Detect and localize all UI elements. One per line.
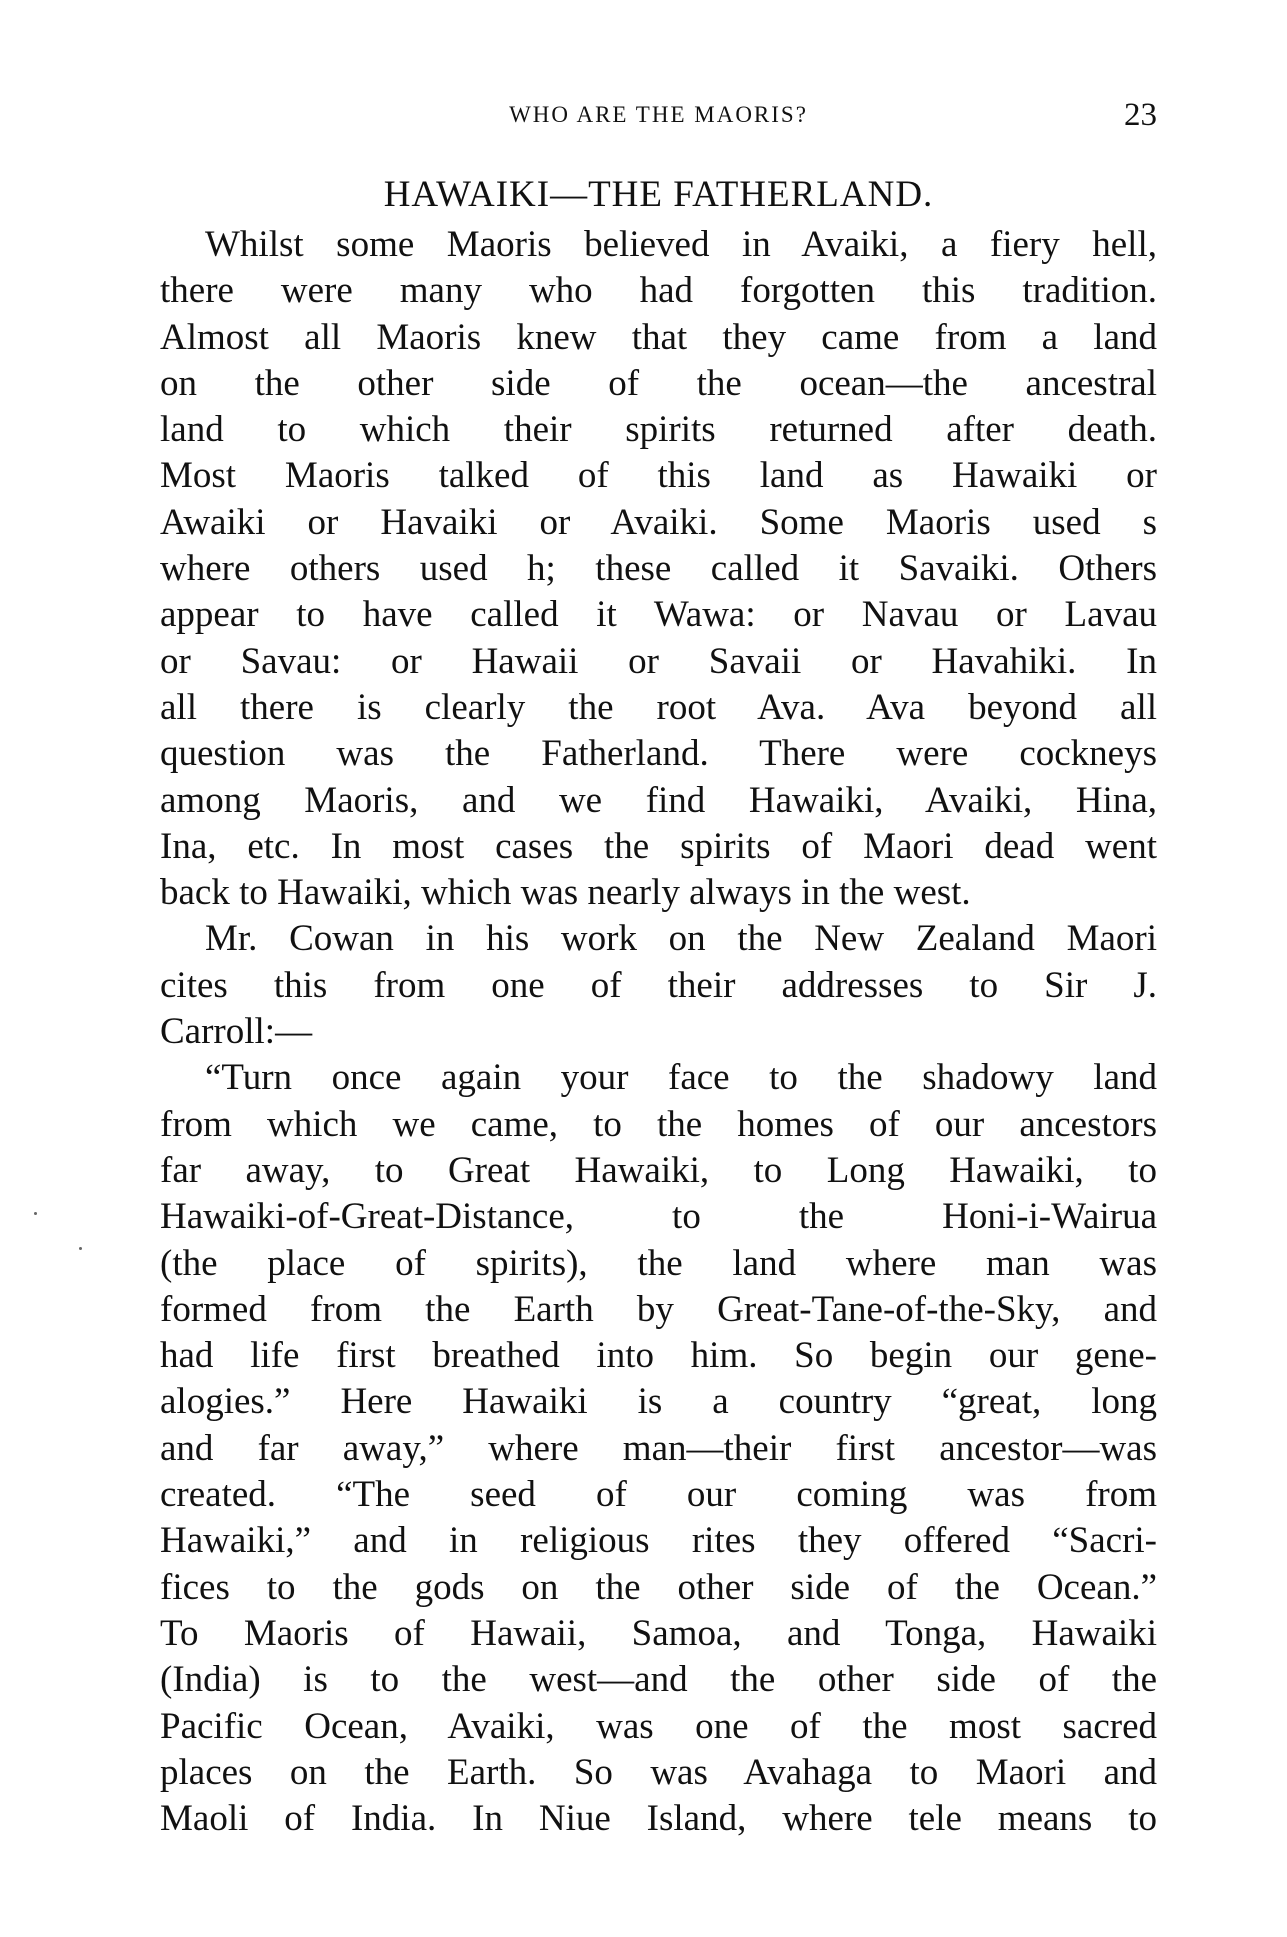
page-number: 23 xyxy=(1124,97,1157,133)
section-heading: HAWAIKI—THE FATHERLAND. xyxy=(383,174,934,215)
text-line: from which we came, to the homes of our ancestors xyxy=(160,1103,1157,1145)
text-line: land to which their spirits returned after death. xyxy=(160,409,1157,451)
text-line: Mr. Cowan in his work on the New Zealand Maori xyxy=(205,918,1157,960)
text-line: alogies.” Here Hawaiki is a country “great, long xyxy=(160,1381,1157,1423)
text-line: far away, to Great Hawaiki, to Long Hawaiki, to xyxy=(160,1149,1157,1191)
text-line: To Maoris of Hawaii, Samoa, and Tonga, Hawaiki xyxy=(160,1612,1157,1654)
text-line: where others used h; these called it Savaiki. Others xyxy=(160,548,1157,590)
text-line: (the place of spirits), the land where man was xyxy=(160,1242,1157,1284)
running-title: WHO ARE THE MAORIS? xyxy=(509,102,808,127)
running-head xyxy=(160,95,1157,135)
text-line: Almost all Maoris knew that they came from a land xyxy=(160,316,1157,358)
text-line: “Turn once again your face to the shadowy land xyxy=(205,1057,1157,1099)
text-line: Awaiki or Havaiki or Avaiki. Some Maoris used s xyxy=(160,501,1157,543)
text-line: and far away,” where man—their first ancestor—was xyxy=(160,1427,1157,1469)
text-line: Maoli of India. In Niue Island, where tele means to xyxy=(160,1798,1157,1840)
text-line: Whilst some Maoris believed in Avaiki, a fiery hell, xyxy=(205,224,1157,265)
text-line: there were many who had forgotten this tradition. xyxy=(160,270,1157,312)
text-line: cites this from one of their addresses to Sir J. xyxy=(160,964,1157,1006)
text-line: all there is clearly the root Ava. Ava beyond all xyxy=(160,686,1157,728)
text-line: Hawaiki,” and in religious rites they offered “Sacri- xyxy=(160,1520,1157,1562)
text-line: Hawaiki-of-Great-Distance, to the Honi-i-Wairua xyxy=(160,1196,1157,1238)
text-line: appear to have called it Wawa: or Navau or Lavau xyxy=(160,594,1157,636)
text-line: Pacific Ocean, Avaiki, was one of the most sacred xyxy=(160,1705,1157,1747)
body-text xyxy=(160,222,1157,1842)
text-line: among Maoris, and we find Hawaiki, Avaiki, Hina, xyxy=(160,779,1157,821)
text-line: places on the Earth. So was Avahaga to Maori and xyxy=(160,1751,1157,1793)
text-line: Ina, etc. In most cases the spirits of Maori dead went xyxy=(160,825,1157,867)
text-line: question was the Fatherland. There were cockneys xyxy=(160,733,1157,775)
text-line: Most Maoris talked of this land as Hawaiki or xyxy=(160,455,1157,497)
text-line: fices to the gods on the other side of the Ocean.” xyxy=(160,1566,1157,1608)
text-line: back to Hawaiki, which was nearly always in the west. xyxy=(160,872,971,914)
text-line: had life first breathed into him. So begin our gene- xyxy=(160,1335,1157,1377)
scan-speck xyxy=(79,1247,82,1250)
text-line: or Savau: or Hawaii or Savaii or Havahiki. In xyxy=(160,640,1157,682)
scan-speck xyxy=(34,1212,37,1215)
text-line: Carroll:— xyxy=(160,1011,313,1053)
text-line: (India) is to the west—and the other side of the xyxy=(160,1659,1157,1701)
text-line: on the other side of the ocean—the ancestral xyxy=(160,362,1157,404)
text-line: created. “The seed of our coming was from xyxy=(160,1474,1157,1516)
text-line: formed from the Earth by Great-Tane-of-the-Sky, and xyxy=(160,1288,1157,1330)
